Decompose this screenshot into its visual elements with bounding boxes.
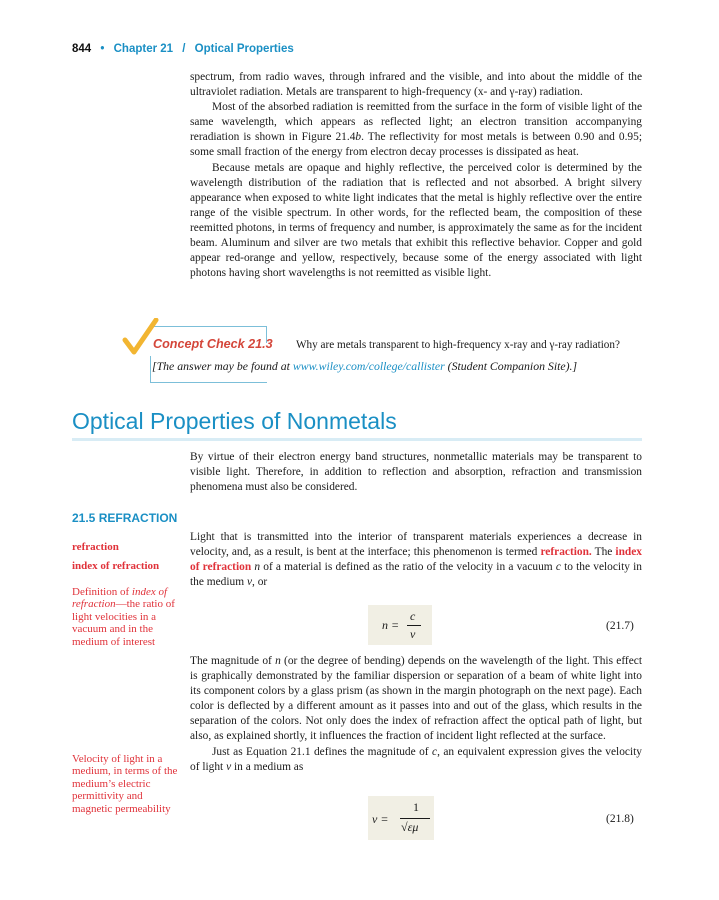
refraction-paragraph-2: The magnitude of n (or the degree of bending) depends on the wavelength of the light. This effect is graphically demonstrated by the familiar dispersion or separation of a beam of white light into its component colors by a glass prism (as shown in the margin photograph on the next page). Each color is deflected by a different amount as it passes into and out of the glass, which results in the separation of the colors. Not only does the index of refraction affect the optical path of light, but also, as explained shortly, it influences the fraction of incident light reflected at the surface. Just as Equation 21.1 defines the magnitude of c, an equivalent expression gives the velocity of light v in a medium as	[190, 655, 643, 773]
equation-number-21-7: (21.7)	[606, 620, 634, 632]
margin-term-index: index of refraction	[72, 560, 160, 572]
concept-check-question: Why are metals transparent to high-frequency x-ray and γ-ray radiation?	[296, 339, 620, 351]
eq2-lhs: v =	[372, 812, 389, 826]
equation-21-7	[368, 605, 432, 645]
chapter-label: Chapter 21	[113, 43, 174, 55]
margin-definition-index: Definition of index of refraction—the ratio of light velocities in a vacuum and in the medium of interest	[72, 586, 175, 648]
eq2-numerator: 1	[413, 800, 419, 814]
eq1-denominator: v	[410, 627, 416, 641]
margin-definition-velocity: Velocity of light in a medium, in terms of the medium’s electric permittivity and magnetic permeability	[72, 753, 178, 815]
running-section-title: Optical Properties	[194, 43, 294, 55]
top-text-block	[190, 70, 642, 281]
answer-link[interactable]: www.wiley.com/college/callister	[292, 359, 445, 373]
running-header	[72, 43, 294, 55]
eq2-denominator: √εμ	[401, 820, 419, 834]
header-bullet: •	[100, 43, 105, 55]
refraction-paragraph-1: Light that is transmitted into the interior of transparent materials experiences a decrease in velocity, and, as a result, is bent at the interface; this phenomenon is termed refraction. The index of refraction n of a material is defined as the ratio of the velocity in a vacuum c to the velocity in the medium v, or	[190, 531, 642, 589]
eq1-numerator: c	[410, 609, 416, 623]
header-separator: /	[182, 43, 186, 55]
paragraph-2: Most of the absorbed radiation is reemitted from the surface in the form of visible light of the same wavelength, which appears as reflected light; an electron transition accompanying reradiation is shown in Figure 21.4b. The reflectivity for most metals is between 0.90 and 0.95; some small fraction of the energy from electron decay processes is dissipated as heat.	[190, 101, 642, 159]
paragraph-1: spectrum, from radio waves, through infrared and the visible, and into about the middle of the ultraviolet radiation. Metals are transparent to high-frequency (x- and γ-ray) radiation.	[190, 71, 642, 99]
margin-term-refraction: refraction	[72, 541, 119, 553]
concept-check-title: Concept Check 21.3	[153, 337, 273, 351]
eq1-lhs: n =	[382, 618, 400, 632]
eq2-fraction-bar	[400, 818, 430, 819]
subsection-title: 21.5 REFRACTION	[72, 511, 178, 525]
section-intro-text: By virtue of their electron energy band structures, nonmetallic materials may be transparent to visible light. Therefore, in addition to reflection and absorption, refraction and transmission phenomena must also be considered.	[190, 451, 642, 494]
section-rule	[72, 438, 642, 441]
section-title: Optical Properties of Nonmetals	[72, 408, 397, 434]
concept-check-answer: [The answer may be found at www.wiley.com/college/callister (Student Companion Site).]	[152, 359, 578, 373]
eq1-fraction-bar	[407, 625, 421, 626]
page-number: 844	[72, 43, 92, 55]
equation-number-21-8: (21.8)	[606, 813, 634, 825]
paragraph-3: Because metals are opaque and highly reflective, the perceived color is determined by the wavelength distribution of the radiation that is reflected and not absorbed. A bright silvery appearance when exposed to white light indicates that the metal is highly reflective over the entire range of the visible spectrum. In other words, for the reflected beam, the composition of these reemitted photons, in terms of frequency and number, is approximately the same as for the incident beam. Aluminum and silver are two metals that exhibit this reflective behavior. Copper and gold appear red-orange and yellow, respectively, because some of the energy associated with light photons having short wavelengths is not reemitted as visible light.	[190, 161, 642, 280]
section-intro	[190, 450, 642, 495]
equation-21-8	[368, 796, 434, 840]
concept-check	[120, 318, 650, 390]
